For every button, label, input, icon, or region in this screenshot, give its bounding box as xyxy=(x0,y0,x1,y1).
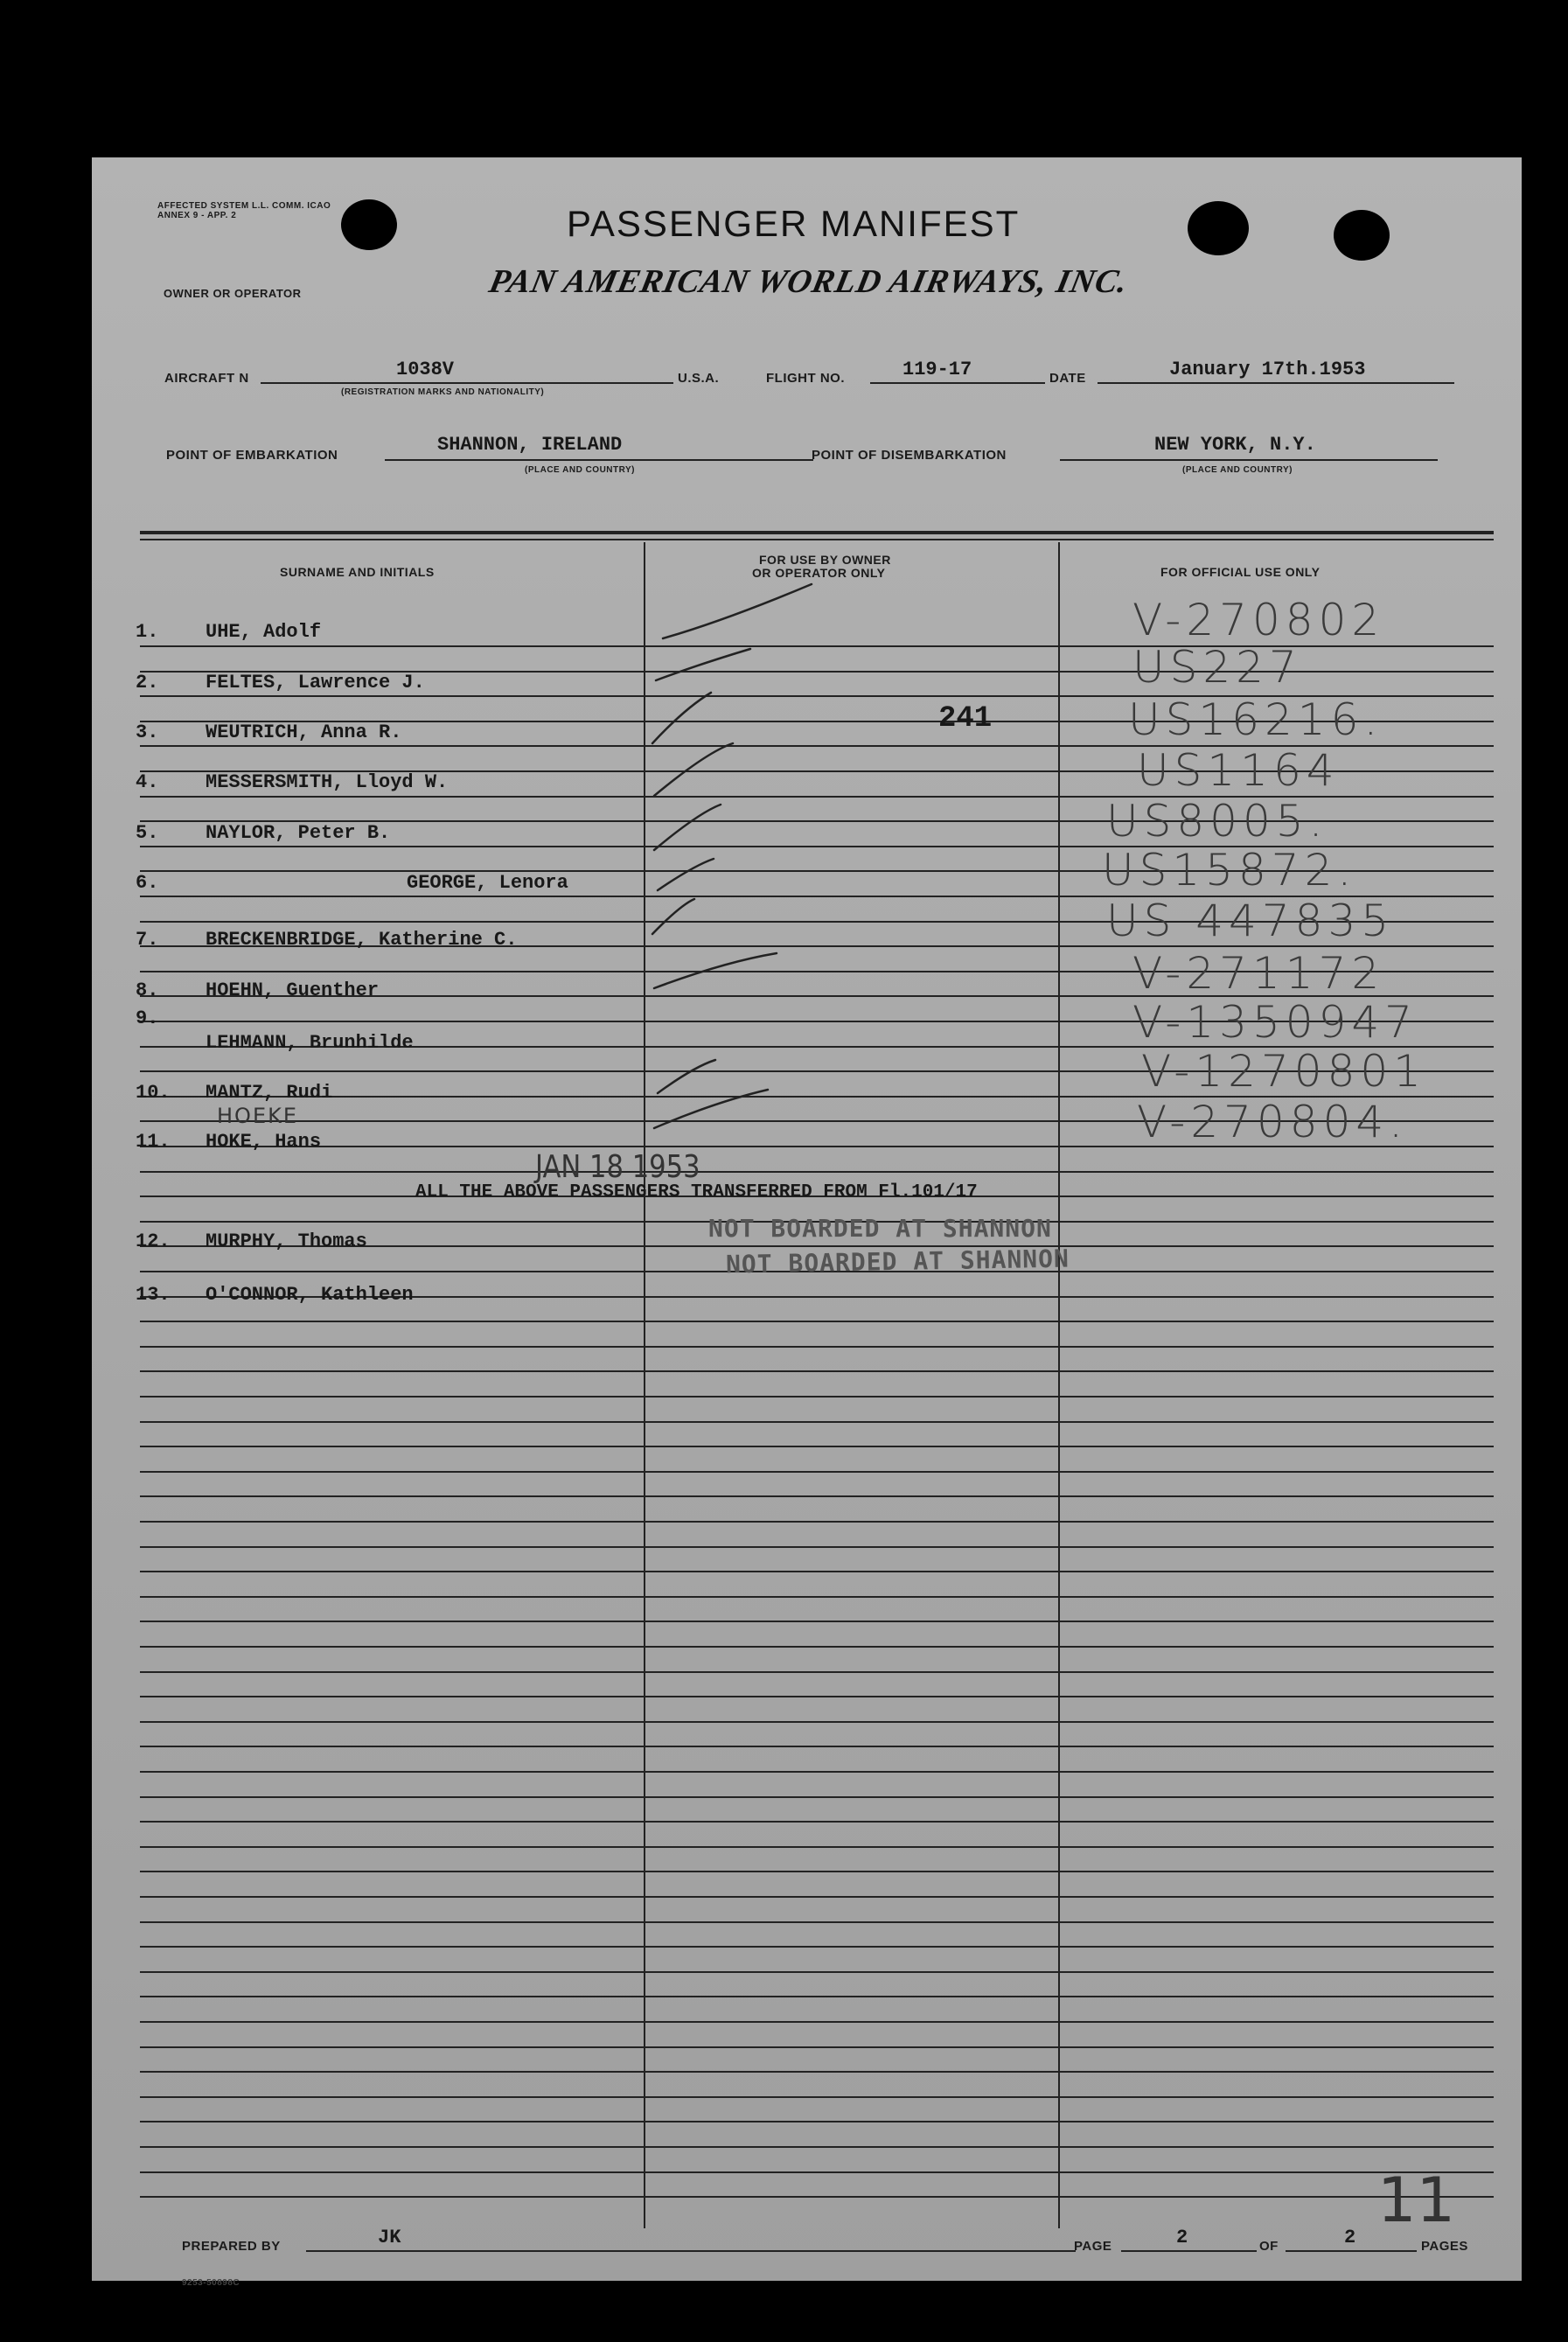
passenger-name: HOEHN, Guenther xyxy=(206,979,380,1001)
page-title: PASSENGER MANIFEST xyxy=(567,203,1021,244)
row-number: 9. xyxy=(136,1007,159,1029)
table-rule xyxy=(140,1596,1494,1598)
check-mark xyxy=(654,805,721,850)
check-mark xyxy=(654,953,777,988)
owner-label: OWNER OR OPERATOR xyxy=(164,287,302,300)
aircraft-underline xyxy=(261,382,673,384)
table-rule xyxy=(140,2071,1494,2073)
page-label: PAGE xyxy=(1074,2239,1112,2254)
date-stamp: JAN 18 1953 xyxy=(535,1149,700,1185)
of-label: OF xyxy=(1259,2239,1279,2254)
prepared-underline xyxy=(306,2250,1076,2252)
row-number: 7. xyxy=(136,929,159,951)
check-mark xyxy=(658,859,714,890)
official-entry: US8005. xyxy=(1106,796,1328,847)
row-number: 2. xyxy=(136,672,159,694)
official-entry: US15872. xyxy=(1102,845,1357,896)
table-rule xyxy=(140,1821,1494,1823)
table-rule xyxy=(140,2046,1494,2048)
table-rule xyxy=(140,1370,1494,1372)
check-mark xyxy=(656,649,750,680)
table-rule xyxy=(140,1671,1494,1673)
table-rule xyxy=(140,1646,1494,1648)
passenger-name: LEHMANN, Brunhilde xyxy=(206,1032,414,1054)
not-boarded-stamp: NOT BOARDED AT SHANNON xyxy=(725,1244,1070,1279)
date-value: January 17th.1953 xyxy=(1169,359,1366,380)
passenger-name: BRECKENBRIDGE, Katherine C. xyxy=(206,929,518,951)
transfer-note: ALL THE ABOVE PASSENGERS TRANSFERRED FROM Fl.101/17 xyxy=(415,1182,978,1202)
table-rule xyxy=(140,1996,1494,1997)
table-rule xyxy=(140,1171,1494,1173)
date-label: DATE xyxy=(1049,371,1086,386)
pages-label: PAGES xyxy=(1421,2239,1468,2254)
passenger-name: MESSERSMITH, Lloyd W. xyxy=(206,771,449,793)
row-number: 4. xyxy=(136,771,159,793)
column-header-owner-use-2: OR OPERATOR ONLY xyxy=(752,566,886,580)
embark-label: POINT OF EMBARKATION xyxy=(166,448,338,463)
owner-check-marks xyxy=(645,577,1056,1154)
check-mark xyxy=(658,1060,715,1093)
prepared-label: PREPARED BY xyxy=(182,2239,281,2254)
official-entry: V-270804. xyxy=(1137,1097,1409,1147)
page-underline xyxy=(1121,2250,1257,2252)
punch-hole xyxy=(1188,201,1249,255)
table-rule xyxy=(140,1796,1494,1798)
table-rule xyxy=(140,1546,1494,1548)
passenger-name: O'CONNOR, Kathleen xyxy=(206,1284,414,1306)
table-rule xyxy=(140,2146,1494,2148)
table-rule xyxy=(140,1946,1494,1948)
row-number: 3. xyxy=(136,721,159,743)
column-header-surname: SURNAME AND INITIALS xyxy=(280,565,435,579)
passenger-name: MURPHY, Thomas xyxy=(206,1230,367,1252)
passenger-name: UHE, Adolf xyxy=(206,621,322,643)
owner-note: 241 xyxy=(938,702,993,735)
official-entry: US227 xyxy=(1132,642,1302,693)
prepared-by-value: JK xyxy=(378,2227,401,2248)
flight-value: 119-17 xyxy=(902,359,972,380)
table-rule xyxy=(140,1396,1494,1398)
table-rule xyxy=(140,1846,1494,1848)
table-rule xyxy=(140,2096,1494,2098)
table-rule xyxy=(140,1571,1494,1572)
registration-note: (REGISTRATION MARKS AND NATIONALITY) xyxy=(341,387,545,397)
disembark-value: NEW YORK, N.Y. xyxy=(1154,434,1316,456)
official-entry: US 447835 xyxy=(1106,896,1395,946)
table-rule xyxy=(140,1495,1494,1497)
table-rule xyxy=(140,1746,1494,1747)
form-number: 9253-50898C xyxy=(182,2278,240,2288)
table-rule xyxy=(140,1521,1494,1523)
table-rule xyxy=(140,1771,1494,1773)
official-entry: V-270802 xyxy=(1132,595,1385,645)
table-rule xyxy=(140,1471,1494,1473)
official-entry: US16216. xyxy=(1128,694,1383,745)
table-rule xyxy=(140,2196,1494,2198)
row-number: 5. xyxy=(136,822,159,844)
not-boarded-stamp: NOT BOARDED AT SHANNON xyxy=(708,1214,1052,1243)
table-rule xyxy=(140,1696,1494,1697)
check-mark xyxy=(652,899,694,934)
table-top-rule xyxy=(140,531,1494,534)
passenger-name: MANTZ, Rudi xyxy=(206,1082,333,1104)
table-rule xyxy=(140,1921,1494,1923)
row-number: 1. xyxy=(136,621,159,643)
passenger-name: WEUTRICH, Anna R. xyxy=(206,721,402,743)
embark-place-note: (PLACE AND COUNTRY) xyxy=(525,465,635,475)
country-label: U.S.A. xyxy=(678,371,720,386)
row-number: 6. xyxy=(136,872,159,894)
handwritten-correction: HOEKE xyxy=(217,1104,299,1128)
page-value: 2 xyxy=(1176,2227,1188,2248)
date-underline xyxy=(1098,382,1454,384)
row-number: 10. xyxy=(136,1082,171,1104)
aircraft-label: AIRCRAFT N xyxy=(164,371,249,386)
table-rule xyxy=(140,1896,1494,1898)
passenger-name: HOKE, Hans xyxy=(206,1131,322,1153)
disembark-underline xyxy=(1060,459,1438,461)
table-rule xyxy=(140,1621,1494,1622)
disembark-label: POINT OF DISEMBARKATION xyxy=(812,448,1007,463)
pages-value: 2 xyxy=(1344,2227,1356,2248)
embark-value: SHANNON, IRELAND xyxy=(437,434,623,456)
table-rule xyxy=(140,1346,1494,1348)
tally-mark: 11 xyxy=(1377,2164,1456,2236)
passenger-name: GEORGE, Lenora xyxy=(407,872,568,894)
table-rule xyxy=(140,1421,1494,1423)
check-mark xyxy=(654,743,733,796)
table-rule xyxy=(140,2021,1494,2023)
flight-label: FLIGHT NO. xyxy=(766,371,845,386)
table-top-rule-2 xyxy=(140,539,1494,540)
embark-underline xyxy=(385,459,813,461)
row-number: 8. xyxy=(136,979,159,1001)
row-number: 11. xyxy=(136,1131,171,1153)
table-rule xyxy=(140,1446,1494,1447)
flight-underline xyxy=(870,382,1045,384)
table-rule xyxy=(140,1971,1494,1973)
table-rule xyxy=(140,1871,1494,1872)
official-entry: V-1350947 xyxy=(1132,997,1418,1048)
official-entry: V-1270801 xyxy=(1141,1046,1426,1097)
check-mark xyxy=(654,1090,768,1128)
row-number: 13. xyxy=(136,1284,171,1306)
column-header-owner-use-1: FOR USE BY OWNER xyxy=(759,553,891,567)
table-rule xyxy=(140,2121,1494,2122)
table-rule xyxy=(140,1721,1494,1723)
punch-hole xyxy=(1334,210,1390,261)
check-mark xyxy=(652,693,711,743)
row-number: 12. xyxy=(136,1230,171,1252)
table-rule xyxy=(140,2171,1494,2173)
passenger-name: FELTES, Lawrence J. xyxy=(206,672,425,694)
official-entry: V-271172 xyxy=(1132,948,1385,999)
aircraft-value: 1038V xyxy=(396,359,455,380)
table-rule xyxy=(140,1321,1494,1322)
of-underline xyxy=(1286,2250,1417,2252)
check-mark xyxy=(663,584,812,638)
column-header-official-use: FOR OFFICIAL USE ONLY xyxy=(1160,565,1321,579)
disembark-place-note: (PLACE AND COUNTRY) xyxy=(1182,465,1293,475)
passenger-name: NAYLOR, Peter B. xyxy=(206,822,391,844)
airline-name: PAN AMERICAN WORLD AIRWAYS, INC. xyxy=(485,263,1132,300)
official-entry: US1164 xyxy=(1137,745,1340,796)
form-reference: AFFECTED SYSTEM L.L. COMM. ICAO ANNEX 9 - APP. 2 xyxy=(157,201,331,220)
